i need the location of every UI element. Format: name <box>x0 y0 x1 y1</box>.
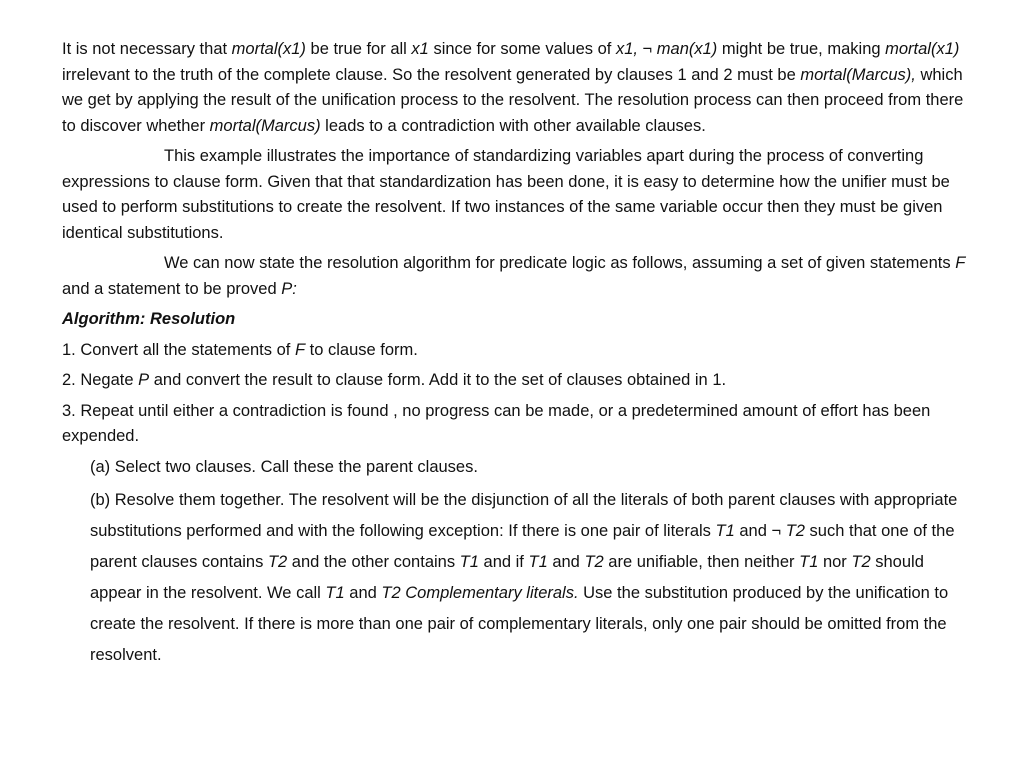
italic-term: mortal(x1) <box>231 40 306 58</box>
italic-term: T2 <box>851 553 871 571</box>
text-run: (a) Select two clauses. Call these the parent clauses. <box>90 457 478 476</box>
italic-term: P: <box>281 279 297 298</box>
text-run: might be true, making <box>717 40 886 58</box>
algorithm-step-3a <box>90 455 967 481</box>
algorithm-step-3b <box>90 485 967 671</box>
text-run: and if <box>478 553 529 571</box>
italic-term: x1, ¬ man(x1) <box>615 40 718 58</box>
text-run: nor <box>818 553 852 571</box>
italic-term: F <box>955 254 966 272</box>
italic-term: T1 <box>325 584 345 602</box>
text-run: which we get by applying the result of the unification process to the resolvent. The resolution process can then proceed from there to discover whether <box>62 65 964 135</box>
text-run: should appear in the resolvent. We call <box>90 553 924 602</box>
text-run: irrelevant to the truth of the complete clause. So the resolvent generated by clauses 1 and 2 must be <box>62 65 801 84</box>
italic-term: T2 Complementary literals. <box>381 584 579 602</box>
paragraph-standardizing-variables <box>62 144 967 246</box>
text-run: 3. Repeat until either a contradiction is found , no progress can be made, or a predetermined amount of effort has been expended. <box>62 401 931 445</box>
text-run: We can now state the resolution algorithm for predicate logic as follows, assuming a set of given statements <box>164 254 956 272</box>
document-page <box>62 37 967 671</box>
italic-term: x1 <box>411 40 429 58</box>
italic-term: P <box>138 371 150 389</box>
text-run: since for some values of <box>428 40 616 58</box>
italic-term: F <box>294 340 306 359</box>
italic-term: T1 <box>528 553 548 571</box>
text-run: 2. Negate <box>62 371 139 389</box>
text-run: It is not necessary that <box>62 40 232 58</box>
text-run: Use the substitution produced by the unification to create the resolvent. If there is more than one pair of complementary literals, only one pair should be omitted from the resolvent. <box>90 584 949 664</box>
italic-term: T1 <box>799 553 819 571</box>
italic-term: T2 <box>267 553 288 571</box>
paragraph-algorithm-intro <box>62 251 967 302</box>
text-run: leads to a contradiction with other available clauses. <box>320 116 706 135</box>
text-run: This example illustrates the importance of standardizing variables apart during the process of converting expressions to clause form. Given that that standardization has been done, it is easy to determine how the unifier must be used to perform substitutions to create the resolvent. If two instances of the same variable occur then they must be given identical substitutions. <box>62 147 950 242</box>
algorithm-step-3 <box>62 399 967 450</box>
text-run: such that one of the parent clauses contains <box>90 522 955 571</box>
text-run: and <box>344 584 382 602</box>
text-run: 1. Convert all the statements of <box>62 340 295 359</box>
italic-term: T1 <box>715 522 735 540</box>
algorithm-step-1 <box>62 338 967 364</box>
text-run: to clause form. <box>305 340 418 359</box>
text-run: are unifiable, then neither <box>603 553 800 571</box>
algorithm-step-2 <box>62 368 967 394</box>
paragraph-unification-note <box>62 37 967 139</box>
italic-term: mortal(x1) <box>885 40 960 58</box>
italic-term: T2 <box>584 553 604 571</box>
italic-term: mortal(Marcus) <box>209 116 321 135</box>
text-run: and <box>547 553 585 571</box>
text-run: and ¬ <box>734 522 786 540</box>
italic-term: T2 <box>785 522 805 540</box>
text-run: (b) Resolve them together. The resolvent will be the disjunction of all the literals of both parent clauses with appropriate substitutions performed and with the following exception: If there is one pair of literals <box>90 491 958 540</box>
text-run: and convert the result to clause form. Add it to the set of clauses obtained in 1. <box>149 371 727 389</box>
text-run: be true for all <box>305 40 412 58</box>
italic-term: mortal(Marcus), <box>800 65 916 84</box>
italic-term: T1 <box>459 553 479 571</box>
text-run: and the other contains <box>287 553 460 571</box>
text-run: and a statement to be proved <box>62 279 282 298</box>
algorithm-heading: Algorithm: Resolution <box>62 310 236 328</box>
